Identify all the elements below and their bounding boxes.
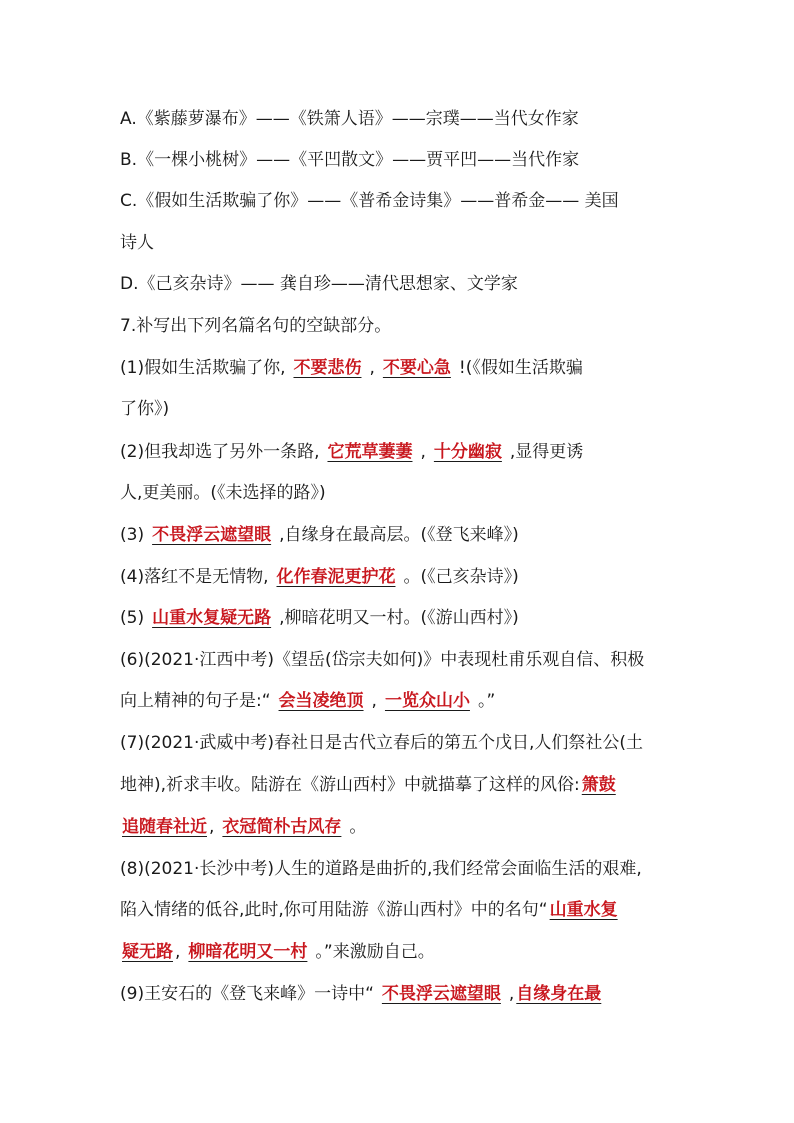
item-1-line1: (1)假如生活欺骗了你, 不要悲伤 , 不要心急 !(《假如生活欺骗: [120, 358, 583, 378]
answer-blank: 山重水复疑无路: [152, 608, 272, 628]
option-c-line2: 诗人: [120, 233, 154, 253]
answer-blank: 疑无路: [122, 942, 173, 962]
answer-blank: 衣冠简朴古风存: [222, 817, 342, 837]
item-4: (4)落红不是无情物, 化作春泥更护花 。(《己亥杂诗》): [120, 567, 519, 587]
option-b: B.《一棵小桃树》——《平凹散文》——贾平凹——当代作家: [120, 150, 580, 170]
answer-blank: 一览众山小: [384, 691, 470, 711]
item-8-line3: 疑无路 , 柳暗花明又一村 。”来激励自己。: [122, 942, 435, 962]
item-5: (5) 山重水复疑无路 ,柳暗花明又一村。(《游山西村》): [120, 608, 519, 628]
item-2-line2: 人,更美丽。(《未选择的路》): [120, 483, 326, 503]
question-7-title: 7.补写出下列名篇名句的空缺部分。: [120, 316, 392, 336]
item-7-line3: 追随春社近 , 衣冠简朴古风存 。: [122, 817, 367, 837]
answer-blank: 不要悲伤: [293, 358, 362, 378]
option-c-line1: C.《假如生活欺骗了你》——《普希金诗集》——普希金—— 美国: [120, 191, 619, 211]
answer-blank: 自缘身在最: [516, 984, 602, 1004]
answer-blank: 会当凌绝顶: [278, 691, 364, 711]
item-6-line2: 向上精神的句子是:“ 会当凌绝顶 , 一览众山小 。”: [120, 691, 496, 711]
answer-blank: 追随春社近: [122, 817, 207, 837]
answer-blank: 不要心急: [382, 358, 451, 378]
item-7-line2: 地神),祈求丰收。陆游在《游山西村》中就描摹了这样的风俗: 箫鼓: [120, 775, 616, 795]
item-2-line1: (2)但我却选了另外一条路, 它荒草萋萋 , 十分幽寂 ,显得更诱: [120, 442, 584, 462]
answer-blank: 山重水复: [549, 900, 618, 920]
answer-blank: 不畏浮云遮望眼: [152, 525, 272, 545]
option-a: A.《紫藤萝瀑布》——《铁箫人语》——宗璞——当代女作家: [120, 109, 579, 129]
item-7-line1: (7)(2021·武威中考)春社日是古代立春后的第五个戊日,人们祭社公(土: [120, 733, 644, 753]
item-8-line1: (8)(2021·长沙中考)人生的道路是曲折的,我们经常会面临生活的艰难,: [120, 859, 642, 879]
answer-blank: 化作春泥更护花: [276, 567, 396, 587]
option-d: D.《己亥杂诗》—— 龚自珍——清代思想家、文学家: [120, 274, 518, 294]
item-6-line1: (6)(2021·江西中考)《望岳(岱宗夫如何)》中表现杜甫乐观自信、积极: [120, 650, 645, 670]
answer-blank: 不畏浮云遮望眼: [381, 984, 501, 1004]
item-1-line2: 了你》): [120, 399, 170, 419]
answer-blank: 箫鼓: [581, 775, 616, 795]
answer-blank: 柳暗花明又一村: [188, 942, 308, 962]
item-8-line2: 陷入情绪的低谷,此时,你可用陆游《游山西村》中的名句“ 山重水复: [120, 900, 618, 920]
item-3: (3) 不畏浮云遮望眼 ,自缘身在最高层。(《登飞来峰》): [120, 525, 519, 545]
answer-blank: 它荒草萋萋: [327, 442, 413, 462]
item-9-line1: (9)王安石的《登飞来峰》一诗中“ 不畏浮云遮望眼 , 自缘身在最: [120, 984, 602, 1004]
answer-blank: 十分幽寂: [433, 442, 502, 462]
